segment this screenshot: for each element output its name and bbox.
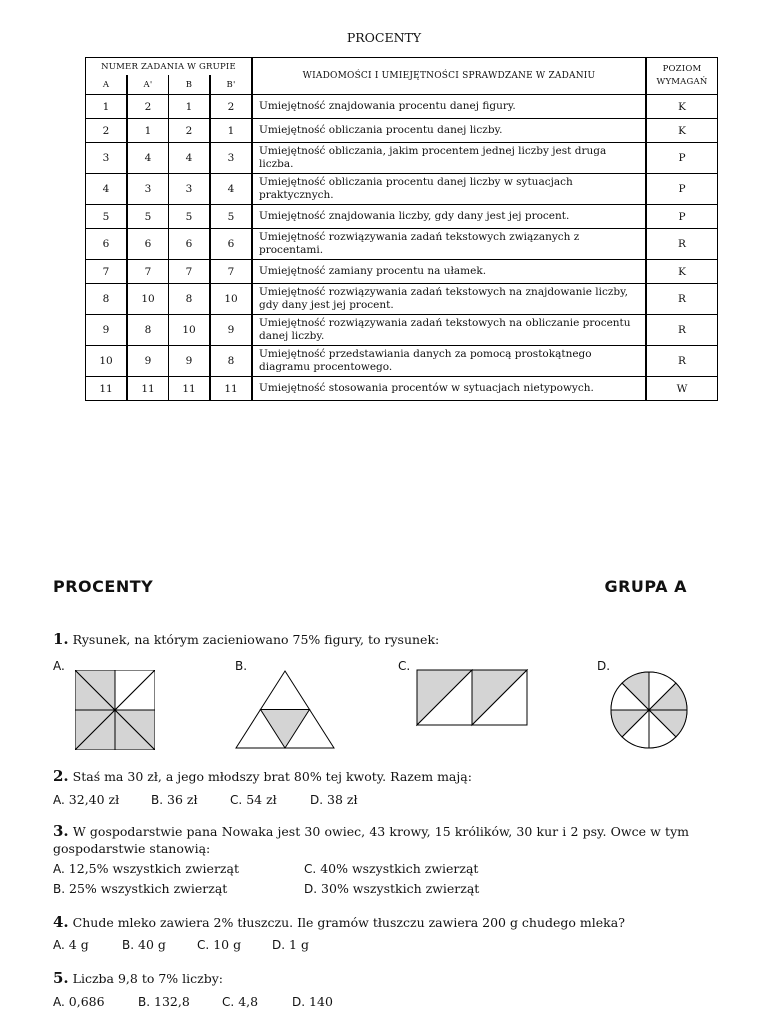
figure-a-square <box>75 670 155 750</box>
option-letter: B. <box>138 995 151 1009</box>
table-row <box>86 205 718 229</box>
cell-desc: Umiejętność przedstawiania danych za pomocą prostokątnego diagramu procentowego. <box>252 346 646 377</box>
option-letter: A. <box>53 995 65 1009</box>
option-text: 0,686 <box>68 994 105 1009</box>
question-5 <box>53 969 223 987</box>
q4-option-d <box>272 937 309 952</box>
option-letter: B. <box>122 938 135 952</box>
cell-a: 9 <box>86 315 128 346</box>
cell-desc: Umiejętność znajdowania liczby, gdy dany jest jej procent. <box>252 205 646 229</box>
cell-b1: 2 <box>210 95 252 119</box>
header-col-a: A <box>86 75 128 95</box>
cell-desc: Umiejętność znajdowania procentu danej figury. <box>252 95 646 119</box>
option-text: 4,8 <box>238 994 259 1009</box>
section-title: PROCENTY <box>53 577 154 596</box>
q2-option-c <box>230 792 277 807</box>
table-row <box>86 260 718 284</box>
table-row <box>86 284 718 315</box>
option-letter: D. <box>310 793 324 807</box>
option-letter: D. <box>292 995 306 1009</box>
cell-b: 2 <box>169 119 211 143</box>
option-text: 1 g <box>289 937 309 952</box>
table-row <box>86 143 718 174</box>
option-text: 36 zł <box>167 792 198 807</box>
cell-b1: 8 <box>210 346 252 377</box>
cell-a: 3 <box>86 143 128 174</box>
header-col-a1: A' <box>127 75 169 95</box>
figure-a-label: A. <box>53 659 65 673</box>
cell-desc: Umiejętność stosowania procentów w sytuacjach nietypowych. <box>252 377 646 401</box>
question-text: Liczba 9,8 to 7% liczby: <box>72 971 224 986</box>
table-row <box>86 229 718 260</box>
question-number: 2. <box>53 767 69 785</box>
cell-b: 11 <box>169 377 211 401</box>
cell-a: 6 <box>86 229 128 260</box>
header-group: NUMER ZADANIA W GRUPIE <box>86 58 253 76</box>
option-text: 40 g <box>138 937 166 952</box>
question-number: 4. <box>53 913 69 931</box>
option-text: 38 zł <box>327 792 358 807</box>
option-text: 40% wszystkich zwierząt <box>320 861 479 876</box>
question-text: W gospodarstwie pana Nowaka jest 30 owiec, 43 krowy, 15 królików, 30 kur i 2 psy. Owce w tym gospodarstwie stanowią: <box>53 824 689 856</box>
cell-a1: 2 <box>127 95 169 119</box>
cell-lvl: P <box>646 205 718 229</box>
q5-option-d <box>292 994 333 1009</box>
cell-lvl: P <box>646 174 718 205</box>
q3-option-c <box>304 861 478 876</box>
cell-b: 1 <box>169 95 211 119</box>
q2-option-b <box>151 792 198 807</box>
cell-a: 10 <box>86 346 128 377</box>
cell-b: 10 <box>169 315 211 346</box>
option-text: 32,40 zł <box>68 792 120 807</box>
option-letter: C. <box>304 862 317 876</box>
cell-b: 3 <box>169 174 211 205</box>
cell-a1: 8 <box>127 315 169 346</box>
question-number: 3. <box>53 822 69 840</box>
question-3 <box>53 823 689 857</box>
cell-b1: 7 <box>210 260 252 284</box>
option-letter: D. <box>272 938 286 952</box>
option-letter: B. <box>53 882 66 896</box>
option-text: 30% wszystkich zwierząt <box>321 881 480 896</box>
option-text: 25% wszystkich zwierząt <box>69 881 228 896</box>
q2-option-a <box>53 792 119 807</box>
option-text: 54 zł <box>246 792 277 807</box>
cell-a1: 5 <box>127 205 169 229</box>
cell-lvl: R <box>646 315 718 346</box>
cell-a: 7 <box>86 260 128 284</box>
question-text: Staś ma 30 zł, a jego młodszy brat 80% tej kwoty. Razem mają: <box>72 769 472 784</box>
cell-desc: Umiejętność rozwiązywania zadań tekstowych na obliczanie procentu danej liczby. <box>252 315 646 346</box>
cell-a: 11 <box>86 377 128 401</box>
cell-a1: 1 <box>127 119 169 143</box>
option-text: 12,5% wszystkich zwierząt <box>68 861 239 876</box>
cell-b1: 9 <box>210 315 252 346</box>
q3-option-b <box>53 881 227 896</box>
header-level-line1: POZIOM <box>662 64 702 74</box>
cell-b: 9 <box>169 346 211 377</box>
group-label: GRUPA A <box>604 577 687 596</box>
table-row <box>86 95 718 119</box>
question-1 <box>53 630 439 648</box>
option-text: 132,8 <box>154 994 190 1009</box>
cell-lvl: R <box>646 229 718 260</box>
question-number: 1. <box>53 630 69 648</box>
q5-option-a <box>53 994 105 1009</box>
cell-desc: Umiejętność obliczania procentu danej liczby. <box>252 119 646 143</box>
cell-b1: 11 <box>210 377 252 401</box>
cell-lvl: P <box>646 143 718 174</box>
header-desc: WIADOMOŚCI I UMIEJĘTNOŚCI SPRAWDZANE W ZADANIU <box>252 58 646 95</box>
q5-option-c <box>222 994 258 1009</box>
option-letter: C. <box>230 793 243 807</box>
cell-b1: 4 <box>210 174 252 205</box>
option-text: 4 g <box>68 937 89 952</box>
q3-option-a <box>53 861 239 876</box>
cell-a1: 4 <box>127 143 169 174</box>
option-letter: B. <box>151 793 164 807</box>
cell-b1: 1 <box>210 119 252 143</box>
cell-lvl: W <box>646 377 718 401</box>
cell-b: 8 <box>169 284 211 315</box>
header-level <box>646 58 718 95</box>
figure-c-label: C. <box>398 659 411 673</box>
figure-b-label: B. <box>235 659 248 673</box>
q4-option-b <box>122 937 166 952</box>
cell-desc: Umiejętność obliczania, jakim procentem jednej liczby jest druga liczba. <box>252 143 646 174</box>
cell-lvl: K <box>646 260 718 284</box>
figure-b-triangle <box>235 670 335 750</box>
question-number: 5. <box>53 969 69 987</box>
option-letter: D. <box>304 882 318 896</box>
figure-d-label: D. <box>597 659 611 673</box>
q2-option-d <box>310 792 358 807</box>
cell-a1: 3 <box>127 174 169 205</box>
cell-a1: 10 <box>127 284 169 315</box>
cell-b: 5 <box>169 205 211 229</box>
cell-b1: 5 <box>210 205 252 229</box>
question-4 <box>53 913 625 931</box>
cell-desc: Umiejętność zamiany procentu na ułamek. <box>252 260 646 284</box>
cell-desc: Umiejętność rozwiązywania zadań tekstowych na znajdowanie liczby, gdy dany jest jej procent. <box>252 284 646 315</box>
cell-desc: Umiejętność rozwiązywania zadań tekstowych związanych z procentami. <box>252 229 646 260</box>
cell-lvl: K <box>646 119 718 143</box>
cell-a: 8 <box>86 284 128 315</box>
cell-a: 5 <box>86 205 128 229</box>
header-level-line2: WYMAGAŃ <box>656 77 708 87</box>
header-col-b1: B' <box>210 75 252 95</box>
cell-b1: 6 <box>210 229 252 260</box>
figure-d-circle <box>609 670 689 750</box>
cell-desc: Umiejętność obliczania procentu danej liczby w sytuacjach praktycznych. <box>252 174 646 205</box>
q4-option-c <box>197 937 241 952</box>
option-letter: C. <box>222 995 235 1009</box>
page-title: PROCENTY <box>346 30 422 45</box>
question-text: Chude mleko zawiera 2% tłuszczu. Ile gramów tłuszczu zawiera 200 g chudego mleka? <box>72 915 625 930</box>
table-row <box>86 346 718 377</box>
cell-a: 1 <box>86 95 128 119</box>
cell-lvl: R <box>646 346 718 377</box>
question-2 <box>53 767 472 785</box>
cell-a1: 9 <box>127 346 169 377</box>
q4-option-a <box>53 937 89 952</box>
cell-a: 2 <box>86 119 128 143</box>
table-row <box>86 315 718 346</box>
cell-a1: 7 <box>127 260 169 284</box>
cell-a1: 11 <box>127 377 169 401</box>
option-text: 140 <box>309 994 333 1009</box>
cell-lvl: R <box>646 284 718 315</box>
cell-b1: 10 <box>210 284 252 315</box>
option-letter: A. <box>53 862 65 876</box>
option-letter: A. <box>53 938 65 952</box>
table-row <box>86 174 718 205</box>
requirements-table <box>85 57 718 401</box>
figure-c-rectangle <box>416 669 529 727</box>
cell-b: 7 <box>169 260 211 284</box>
table-row <box>86 377 718 401</box>
cell-b1: 3 <box>210 143 252 174</box>
question-text: Rysunek, na którym zacieniowano 75% figury, to rysunek: <box>72 632 440 647</box>
cell-b: 4 <box>169 143 211 174</box>
option-letter: C. <box>197 938 210 952</box>
q3-option-d <box>304 881 479 896</box>
option-text: 10 g <box>213 937 242 952</box>
header-col-b: B <box>169 75 211 95</box>
cell-a1: 6 <box>127 229 169 260</box>
q5-option-b <box>138 994 190 1009</box>
cell-b: 6 <box>169 229 211 260</box>
option-letter: A. <box>53 793 65 807</box>
cell-a: 4 <box>86 174 128 205</box>
table-row <box>86 119 718 143</box>
cell-lvl: K <box>646 95 718 119</box>
